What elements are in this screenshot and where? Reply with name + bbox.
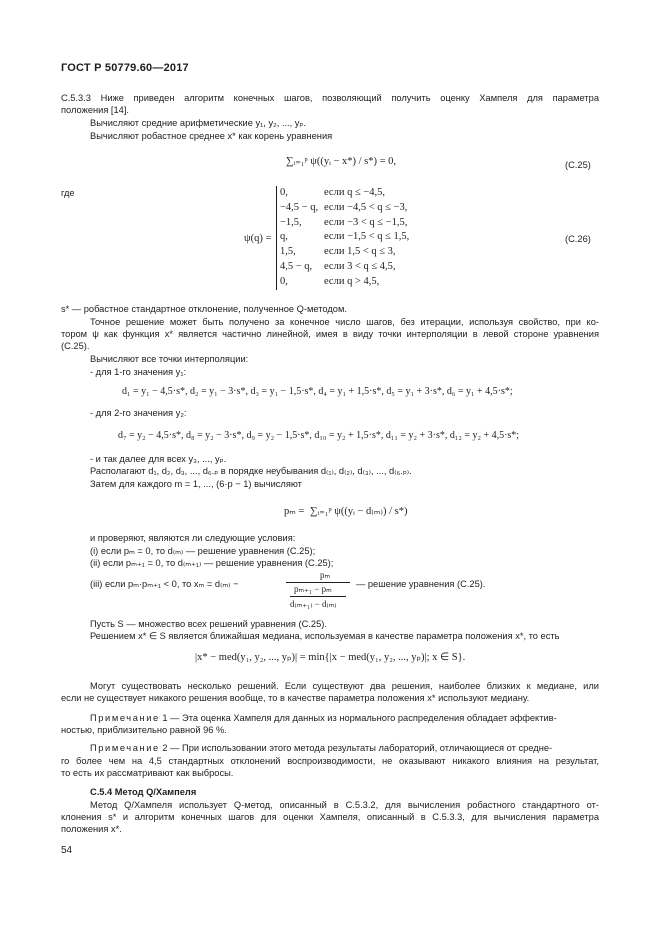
note-line: ностью, приблизительно равной 96 %. [61, 725, 227, 735]
condition-tail: — решение уравнения (C.25). [356, 579, 486, 589]
case-value: q, [280, 231, 288, 243]
where-label: где [61, 188, 75, 198]
list-item: - для 2-го значения y₂: [90, 408, 187, 418]
case-value: 1,5, [280, 246, 296, 258]
condition-item: (iii) если pₘ·pₘ₊₁ < 0, то xₘ = d₍ₘ₎ − [90, 579, 239, 589]
equation-c26-lhs: ψ(q) = [244, 233, 272, 244]
case-value: 4,5 − q, [280, 261, 313, 272]
paragraph-line: и проверяют, являются ли следующие условия: [90, 533, 296, 543]
case-condition: если 3 < q ≤ 4,5, [324, 261, 396, 272]
paragraph-line: (C.25). [61, 341, 90, 351]
note-label: Примечание [90, 743, 160, 753]
paragraph-line: Вычисляют средние арифметические y₁, y₂, ..., yₚ. [90, 118, 306, 128]
note-text: 2 — При использовании этого метода результаты лабораторий, отличающиеся от средне- [162, 743, 553, 753]
paragraph-line: тором ψ как функция x* является частично линейной, имея в виду точки интерполяции в левой стороне уравнения [61, 329, 599, 339]
case-value: −1,5, [280, 216, 302, 228]
note-1 [90, 712, 557, 724]
fraction-bar [290, 596, 346, 597]
equation-number: (C.26) [565, 234, 591, 244]
equation-d7-d12: d₇ = y₂ − 4,5·s*, d₈ = y₂ − 3·s*, d₉ = y₂ − 1,5·s*, d₁₀ = y₂ + 1,5·s*, d₁₁ = y₂ + 3·s*, d₁₂ = y₂ + 4,5·s*; [118, 430, 520, 441]
paragraph-line: Затем для каждого m = 1, ..., (6·p − 1) вычисляют [90, 479, 302, 489]
note-label: Примечание [90, 713, 160, 723]
note-line: го более чем на 4,5 стандартных отклонений воспроизводимости, не оказывают никакого влияния на результат, [61, 756, 599, 766]
list-item: - для 1-го значения y₁: [90, 367, 187, 377]
equation-pm: ∑ᵢ₌₁ᵖ ψ((yᵢ − d₍ₘ₎) / s*) [310, 506, 408, 517]
paragraph-line: Метод Q/Хампеля использует Q-метод, описанный в C.5.3.2, для вычисления робастного стандартного от- [90, 800, 599, 810]
paragraph-line: Могут существовать несколько решений. Если существуют два решения, наиболее близких к медиане, или [90, 681, 599, 691]
note-line: то есть их рассматривают как выбросы. [61, 768, 234, 778]
fraction-denominator-top: pₘ₊₁ − pₘ [294, 584, 332, 594]
paragraph-line: если не существует никакого решения вообще, то в качестве параметра положения x* используют медиану. [61, 693, 530, 703]
note-text: 1 — Эта оценка Хампеля для данных из нормального распределения обладает эффектив- [162, 713, 557, 723]
equation-c25: ∑ᵢ₌₁ᵖ ψ((yᵢ − x*) / s*) = 0, [286, 156, 397, 167]
case-condition: если −3 < q ≤ −1,5, [324, 216, 408, 228]
paragraph-line: Пусть S — множество всех решений уравнения (C.25). [90, 619, 327, 629]
paragraph-line: положения [14]. [61, 105, 130, 115]
equation-d1-d6: d₁ = y₁ − 4,5·s*, d₂ = y₁ − 3·s*, d₃ = y₁ − 1,5·s*, d₄ = y₁ + 1,5·s*, d₅ = y₁ + 3·s*, d₆ = y₁ + 4,5·s*; [122, 386, 513, 397]
case-condition: если −1,5 < q ≤ 1,5, [324, 231, 410, 243]
fraction-denominator-bottom: d₍ₘ₊₁₎ − d₍ₘ₎ [290, 599, 337, 609]
piecewise-brace [276, 186, 277, 290]
equation-pm-lhs: pₘ = [284, 506, 305, 517]
case-condition: если q ≤ −4,5, [324, 187, 386, 198]
case-condition: если 1,5 < q ≤ 3, [324, 246, 396, 258]
equation-number: (C.25) [565, 160, 591, 170]
condition-item: (i) если pₘ = 0, то d₍ₘ₎ — решение уравнения (C.25); [90, 546, 316, 556]
case-value: 0, [280, 187, 288, 198]
note-2 [90, 742, 552, 754]
page-number: 54 [61, 845, 73, 856]
case-value: 0, [280, 275, 288, 287]
paragraph-line: Вычисляют все точки интерполяции: [90, 354, 249, 364]
paragraph-line: Располагают d₁, d₂, d₃, ..., d₆.ₚ в порядке неубывания d₍₁₎, d₍₂₎, d₍₃₎, ..., d₍₆.ₚ₎. [90, 466, 412, 476]
paragraph-line: Вычисляют робастное среднее x* как корень уравнения [90, 131, 333, 141]
section-title: C.5.4 Метод Q/Хампеля [90, 787, 197, 797]
paragraph-line: Точное решение может быть получено за конечное число шагов, без итерации, используя свойство, при ко- [90, 317, 599, 327]
case-value: −4,5 − q, [280, 201, 319, 213]
paragraph-line: s* — робастное стандартное отклонение, полученное Q-методом. [61, 304, 347, 314]
condition-item: (ii) если pₘ₊₁ = 0, то d₍ₘ₊₁₎ — решение уравнения (C.25); [90, 558, 334, 568]
paragraph-line: Решением x* ∈ S является ближайшая медиана, используемая в качестве параметра положения x*, то есть [90, 631, 560, 641]
document-header: ГОСТ Р 50779.60—2017 [61, 62, 189, 74]
list-item: - и так далее для всех y₃, ..., yₚ. [90, 454, 227, 464]
paragraph-line: клонения s* и алгоритм конечных шагов для оценки Хампеля, описанный в C.5.3.3, для вычисления параметра [61, 812, 599, 822]
paragraph-line: С.5.3.3 Ниже приведен алгоритм конечных шагов, позволяющий получить оценку Хампеля для параметра [61, 93, 599, 103]
case-condition: если q > 4,5, [324, 275, 380, 287]
fraction-numerator: pₘ [320, 570, 331, 580]
paragraph-line: положения x*. [61, 824, 122, 834]
equation-median: |x* − med(y₁, y₂, ..., yₚ)| = min{|x − med(y₁, y₂, ..., yₚ)|; x ∈ S}. [195, 652, 466, 663]
case-condition: если −4,5 < q ≤ −3, [324, 201, 408, 213]
